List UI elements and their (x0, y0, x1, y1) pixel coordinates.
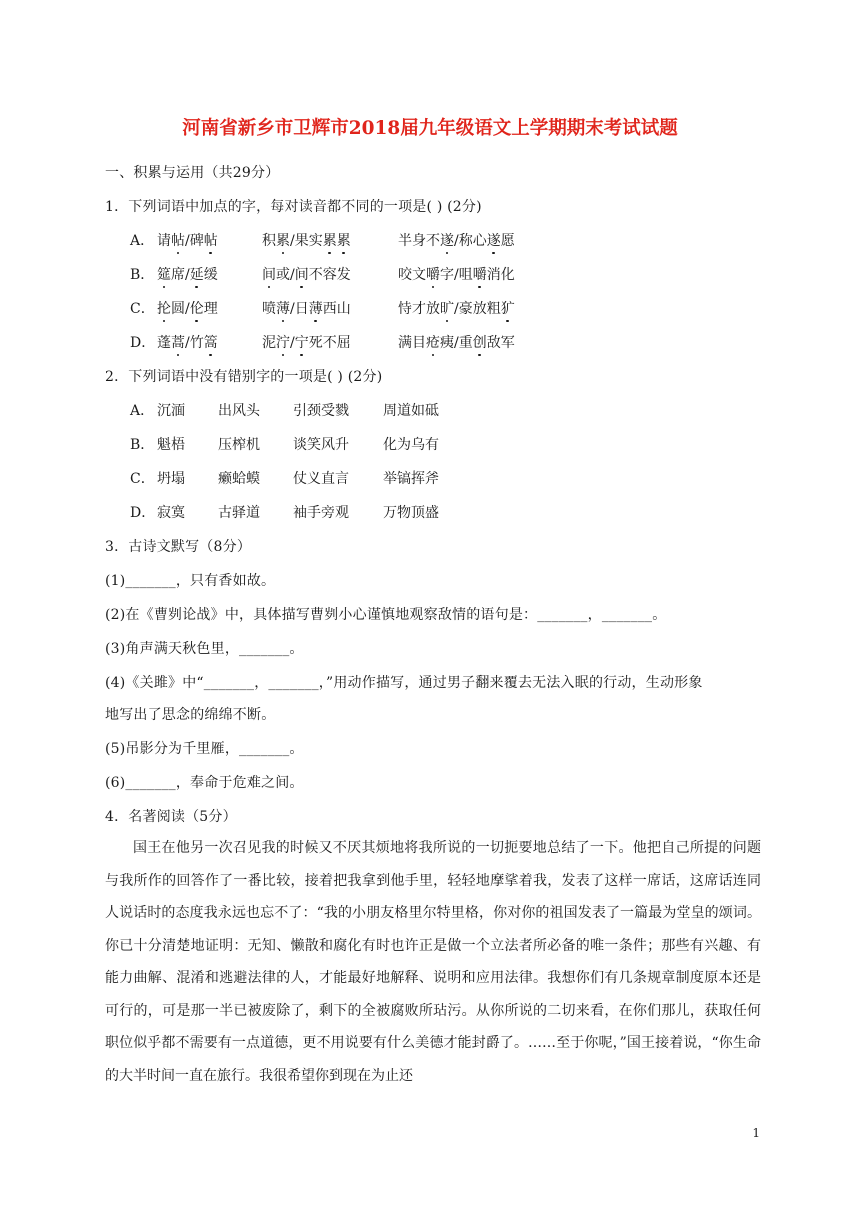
option-label: C． (130, 301, 155, 317)
word-pair: 抡圆/伦理 (157, 301, 218, 317)
fill-blank-item: (2)在《曹刿论战》中，具体描写曹刿小心谨慎地观察敌情的语句是：_______，_______。 (105, 607, 667, 623)
word-pair: 间或/间不容发 (262, 267, 351, 283)
option-word: 周道如砥 (383, 403, 439, 419)
question-2-stem: 2．下列词语中没有错别字的一项是( ) (2分) (105, 369, 383, 385)
fill-blank-item: (1)_______，只有香如故。 (105, 573, 276, 589)
option-word: 万物顶盛 (383, 505, 439, 521)
fill-blank-item: (5)吊影分为千里雁，_______。 (105, 741, 304, 757)
word-pair: 满目疮痍/重创敌军 (398, 335, 515, 351)
option-word: 引颈受戮 (293, 403, 349, 419)
option-label: D． (130, 505, 156, 521)
option-word: 出风头 (218, 403, 260, 419)
option-word: 沉湎 (157, 403, 185, 419)
option-word: 谈笑风升 (293, 437, 349, 453)
word-pair: 请帖/碑帖 (157, 233, 218, 249)
option-label: A． (130, 233, 155, 249)
word-pair: 泥泞/宁死不屈 (262, 335, 351, 351)
option-word: 魁梧 (157, 437, 185, 453)
page-title: 河南省新乡市卫辉市2018届九年级语文上学期期末考试试题 (182, 118, 678, 139)
question-1-stem: 1．下列词语中加点的字，每对读音都不同的一项是( ) (2分) (105, 199, 482, 215)
page-number: 1 (752, 1126, 760, 1140)
word-pair: 半身不遂/称心遂愿 (398, 233, 515, 249)
fill-blank-item: (4)《关雎》中“_______，_______，”用动作描写，通过男子翻来覆去无法入眠的行动，生动形象 (105, 675, 703, 691)
fill-blank-item: (3)角声满天秋色里，_______。 (105, 641, 304, 657)
option-label: C． (130, 471, 155, 487)
fill-blank-item-continued: 地写出了思念的绵绵不断。 (105, 707, 276, 723)
option-label: D． (130, 335, 156, 351)
question-4-stem: 4．名著阅读（5分） (105, 809, 237, 825)
word-pair: 筵席/延缓 (157, 267, 218, 283)
option-word: 举镐挥斧 (383, 471, 439, 487)
option-word: 古驿道 (218, 505, 260, 521)
option-word: 癞蛤蟆 (218, 471, 260, 487)
option-word: 寂寞 (157, 505, 185, 521)
option-word: 坍塌 (157, 471, 185, 487)
option-label: A． (130, 403, 155, 419)
option-word: 化为乌有 (383, 437, 439, 453)
word-pair: 积累/果实累累 (262, 233, 351, 249)
option-word: 仗义直言 (293, 471, 349, 487)
word-pair: 喷薄/日薄西山 (262, 301, 351, 317)
word-pair: 蓬蒿/竹篙 (157, 335, 218, 351)
option-label: B． (130, 437, 155, 453)
fill-blank-item: (6)_______，奉命于危难之间。 (105, 775, 304, 791)
word-pair: 咬文嚼字/咀嚼消化 (398, 267, 515, 283)
option-word: 袖手旁观 (293, 505, 349, 521)
word-pair: 恃才放旷/豪放粗犷 (398, 301, 515, 317)
reading-passage: 国王在他另一次召见我的时候又不厌其烦地将我所说的一切扼要地总结了一下。他把自己所提的问题与我所作的回答作了一番比较，接着把我拿到他手里，轻轻地摩挲着我，发表了这样一席话，这席话连同人说话时的态度我永远也忘不了：“我的小朋友格里尔特里格，你对你的祖国发表了一篇最为堂皇的颂词。你已十分清楚地证明：无知、懒散和腐化有时也许正是做一个立法者所必备的唯一条件；那些有兴趣、有能力曲解、混淆和逃避法律的人，才能最好地解释、说明和应用法律。我想你们有几条规章制度原本还是可行的，可是那一半已被废除了，剩下的全被腐败所玷污。从你所说的二切来看，在你们那儿，获取任何职位似乎都不需要有一点道德，更不用说要有什么美德才能封爵了。……至于你呢，”国王接着说，“你生命的大半时间一直在旅行。我很希望你到现在为止还 (105, 840, 761, 1084)
question-3-stem: 3．古诗文默写（8分） (105, 539, 252, 555)
option-label: B． (130, 267, 155, 283)
option-word: 压榨机 (218, 437, 260, 453)
section-heading: 一、积累与运用（共29分） (105, 165, 280, 181)
